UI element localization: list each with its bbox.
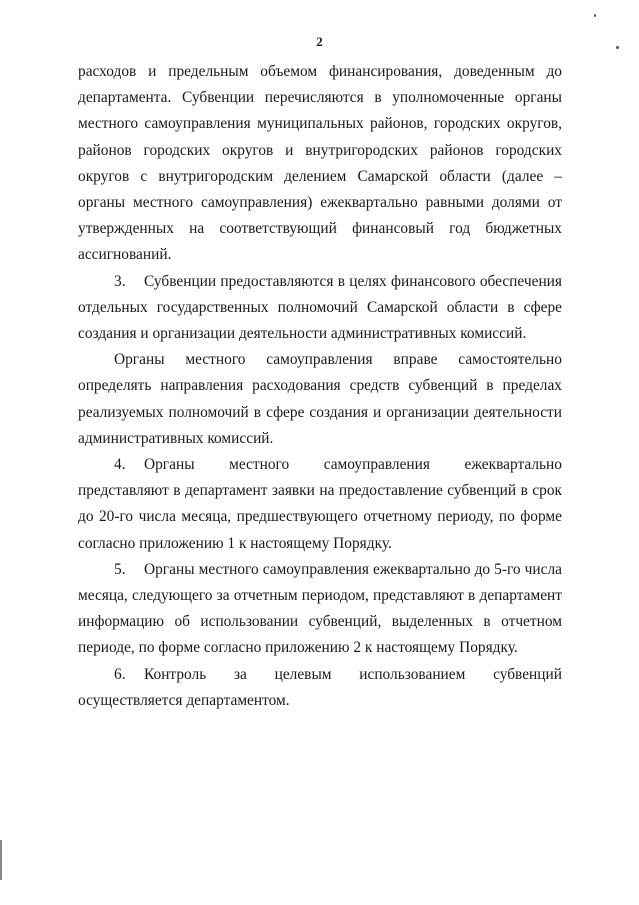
item-number: 4. — [114, 456, 126, 474]
paragraph-text: Субвенции предоставляются в целях финансового обеспечения отдельных государственных полномочий Самарской области в сфере создания и организации деятельности административных комиссий. — [78, 272, 562, 343]
scan-speck — [0, 840, 2, 880]
scan-speck — [616, 46, 619, 49]
paragraph-item-3-continued — [78, 347, 562, 452]
document-body — [78, 59, 562, 714]
paragraph-continuation — [78, 59, 562, 269]
paragraph-item-3 — [78, 269, 562, 348]
paragraph-text: Органы местного самоуправления ежеквартально представляют в департамент заявки на предоставление субвенций в срок до 20-го числа месяца, предшествующего отчетному периоду, по форме согласно приложению 1 к настоящему Порядку. — [78, 456, 562, 552]
item-number: 5. — [114, 560, 126, 578]
paragraph-text: Контроль за целевым использованием субвенций осуществляется департаментом. — [78, 665, 562, 709]
paragraph-item-5 — [78, 557, 562, 662]
paragraph-item-4 — [78, 452, 562, 557]
paragraph-item-6 — [78, 662, 562, 714]
scan-speck — [594, 14, 596, 17]
item-number: 3. — [114, 272, 126, 290]
item-number: 6. — [114, 665, 126, 683]
page-number: 2 — [316, 34, 323, 49]
paragraph-text: Органы местного самоуправления вправе самостоятельно определять направления расходования средств субвенций в пределах реализуемых полномочий в сфере создания и организации деятельности административных комиссий. — [78, 351, 562, 447]
paragraph-text: расходов и предельным объемом финансирования, доведенным до департамента. Субвенции перечисляются в уполномоченные органы местного самоуправления муниципальных районов, городских округов, районов городских округов и внутригородских районов городских округов с внутригородским делением Самарской области (далее – органы местного самоуправления) ежеквартально равными долями от утвержденных на соответствующий финансовый год бюджетных ассигнований. — [78, 63, 562, 264]
paragraph-text: Органы местного самоуправления ежеквартально до 5-го числа месяца, следующего за отчетным периодом, представляют в департамент информацию об использовании субвенций, выделенных в отчетном периоде, по форме согласно приложению 2 к настоящему Порядку. — [78, 560, 562, 657]
